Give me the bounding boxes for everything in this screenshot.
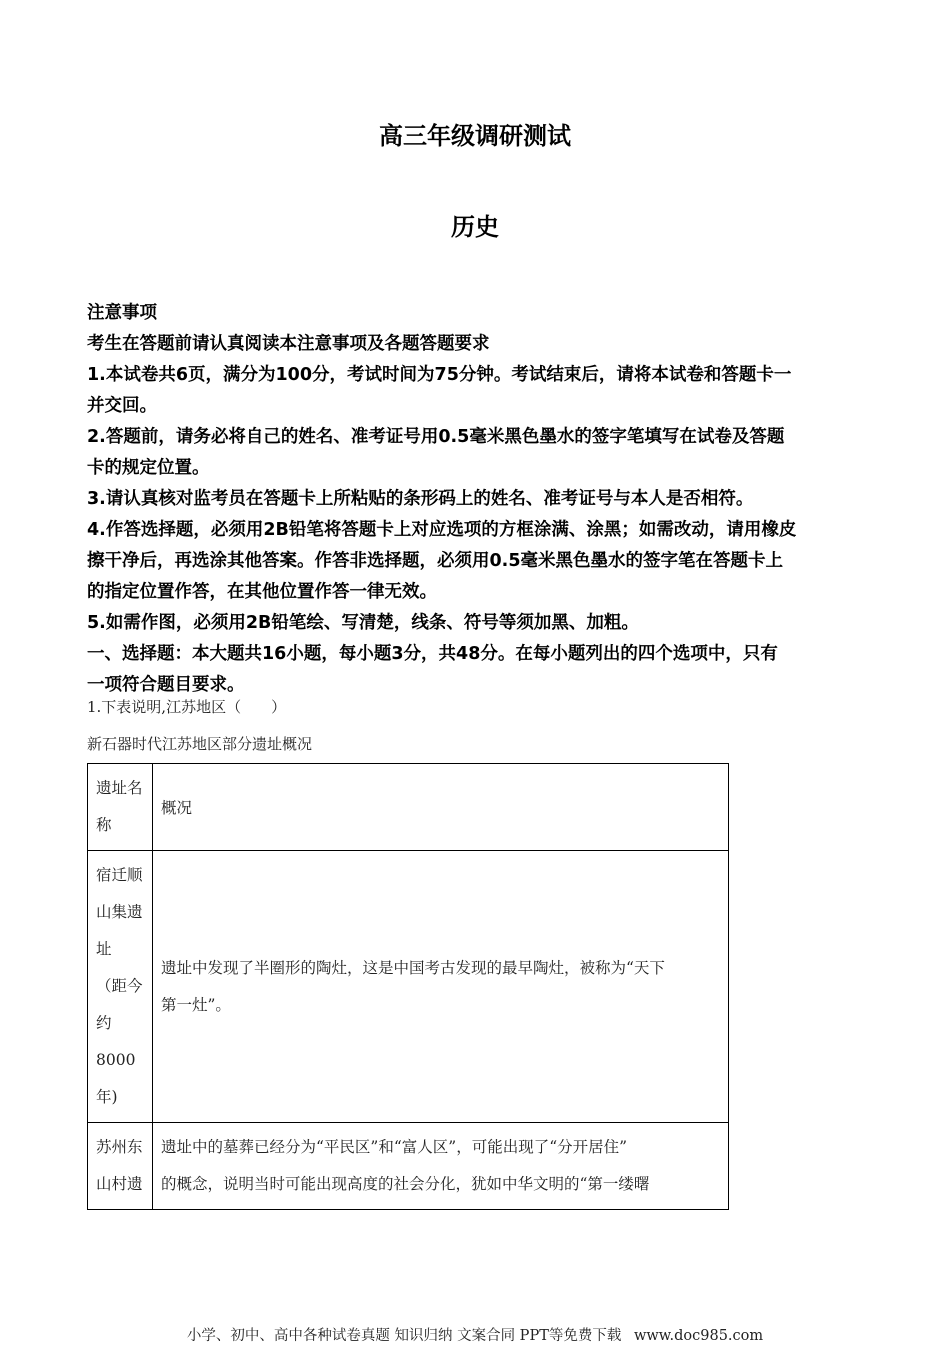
cell-line: 8000 xyxy=(96,1051,136,1069)
footer-text: 小学、初中、高中各种试卷真题 知识归纳 文案合同 PPT等免费下载 xyxy=(186,1328,622,1344)
cell-line: 苏州东 xyxy=(96,1138,143,1156)
cell-line: 称 xyxy=(96,816,112,834)
section-heading: 一、选择题：本大题共16小题，每小题3分，共48分。在每小题列出的四个选项中，只有 xyxy=(87,644,778,664)
cell-line: 址 xyxy=(96,940,112,958)
cell-line: 遗址名 xyxy=(96,779,143,797)
cell-line: 年) xyxy=(96,1088,118,1106)
site-description xyxy=(153,1123,729,1210)
table-row xyxy=(88,1123,729,1210)
header-site-name xyxy=(88,764,153,851)
notes-heading: 注意事项 xyxy=(87,303,157,323)
notes-line: 卡的规定位置。 xyxy=(87,458,210,478)
notes-line: 4.作答选择题，必须用2B铅笔将答题卡上对应选项的方框涂满、涂黑；如需改动，请用橡皮 xyxy=(87,520,797,540)
site-description xyxy=(153,851,729,1123)
notes-line: 2.答题前，请务必将自己的姓名、准考证号用0.5毫米黑色墨水的签字笔填写在试卷及答题 xyxy=(87,427,785,447)
footer-link[interactable]: www.doc985.com xyxy=(633,1328,764,1344)
exam-instructions xyxy=(87,298,867,701)
cell-line: 遗址中的墓葬已经分为“平民区”和“富人区”，可能出现了“分开居住” xyxy=(161,1138,628,1156)
notes-line: 的指定位置作答，在其他位置作答一律无效。 xyxy=(87,582,437,602)
section-heading: 一项符合题目要求。 xyxy=(87,675,245,695)
site-name xyxy=(88,851,153,1123)
notes-line: 5.如需作图，必须用2B铅笔绘、写清楚，线条、符号等须加黑、加粗。 xyxy=(87,613,639,633)
table-row xyxy=(88,851,729,1123)
cell-line: 遗址中发现了半圈形的陶灶，这是中国考古发现的最早陶灶，被称为“天下 xyxy=(161,958,665,977)
notes-line: 并交回。 xyxy=(87,396,157,416)
exam-title: 高三年级调研测试 xyxy=(379,121,571,150)
footer xyxy=(0,1324,950,1345)
cell-line: 宿迁顺 xyxy=(96,866,143,884)
notes-line: 擦干净后，再选涂其他答案。作答非选择题，必须用0.5毫米黑色墨水的签字笔在答题卡上 xyxy=(87,551,783,571)
table-caption: 新石器时代江苏地区部分遗址概况 xyxy=(87,735,313,753)
notes-line: 3.请认真核对监考员在答题卡上所粘贴的条形码上的姓名、准考证号与本人是否相符。 xyxy=(87,489,754,509)
question-stem: 1.下表说明,江苏地区（ ） xyxy=(87,698,287,716)
table-header-row xyxy=(88,764,729,851)
subject-title: 历史 xyxy=(451,212,499,241)
notes-line: 1.本试卷共6页，满分为100分，考试时间为75分钟。考试结束后，请将本试卷和答题卡一 xyxy=(87,365,792,385)
notes-line: 考生在答题前请认真阅读本注意事项及各题答题要求 xyxy=(87,334,490,354)
header-overview xyxy=(153,764,729,851)
cell-line: 概况 xyxy=(161,799,193,817)
cell-line: 山集遗 xyxy=(96,903,143,921)
cell-line: （距今 xyxy=(96,977,143,995)
cell-line: 约 xyxy=(96,1014,112,1032)
cell-line: 山村遗 xyxy=(96,1175,143,1193)
cell-line: 第一灶”。 xyxy=(161,995,231,1014)
site-name xyxy=(88,1123,153,1210)
cell-line: 的概念，说明当时可能出现高度的社会分化，犹如中华文明的“第一缕曙 xyxy=(161,1175,650,1193)
sites-table xyxy=(87,763,729,1210)
